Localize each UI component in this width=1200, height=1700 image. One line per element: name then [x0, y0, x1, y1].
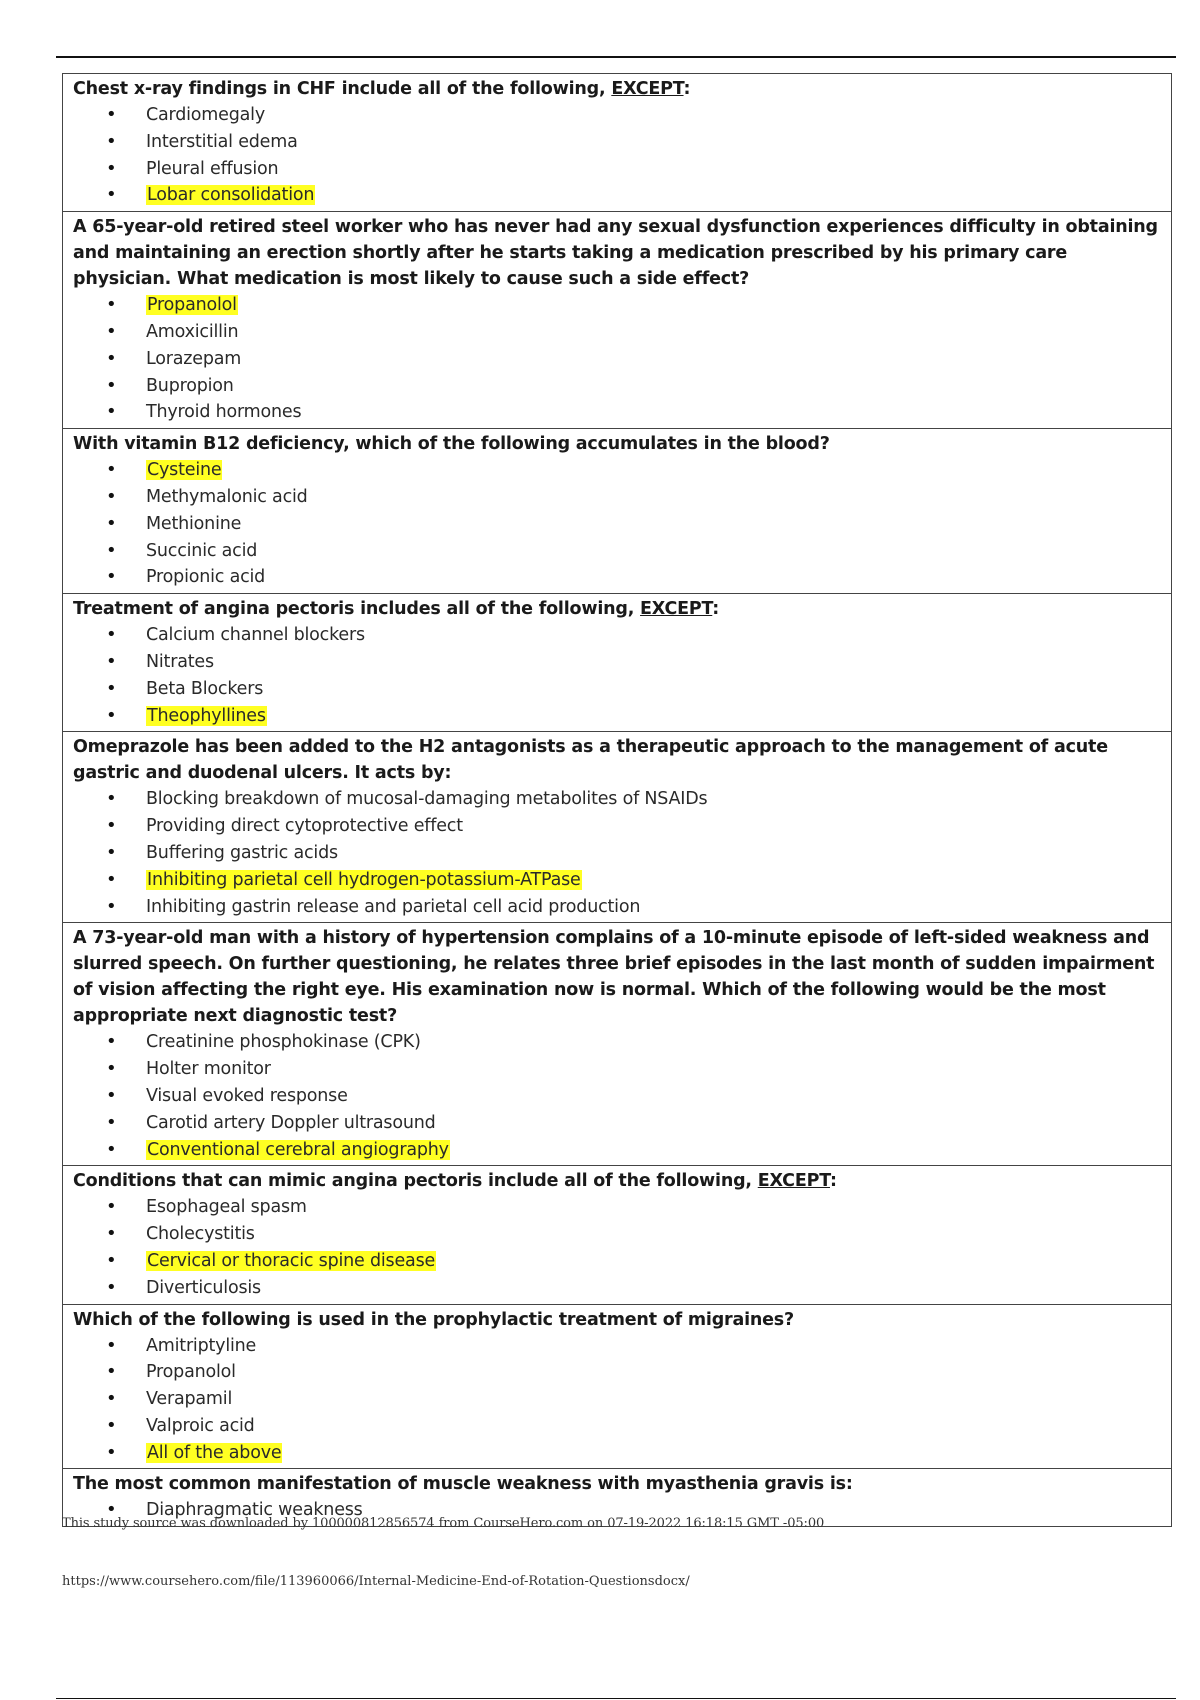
option-item: [73, 484, 1163, 511]
option-item: [73, 622, 1163, 649]
option-text: Cholecystitis: [146, 1224, 255, 1245]
option-text: Inhibiting gastrin release and parietal cell acid production: [146, 896, 641, 917]
option-text: Providing direct cytoprotective effect: [146, 816, 463, 837]
question-text: The most common manifestation of muscle weakness with myasthenia gravis is:: [73, 1474, 853, 1495]
option-text: Beta Blockers: [146, 678, 264, 699]
option-text: Nitrates: [146, 651, 214, 672]
question-stem: [73, 596, 1163, 622]
question-stem: [73, 1307, 1163, 1333]
question-text: Conditions that can mimic angina pectoris include all of the following,: [73, 1171, 758, 1192]
option-text: Succinic acid: [146, 540, 258, 561]
option-item: [73, 1083, 1163, 1110]
option-item: [73, 1333, 1163, 1360]
option-text: Creatinine phosphokinase (CPK): [146, 1032, 421, 1053]
answer-highlight: Theophyllines: [147, 705, 266, 726]
option-item: [73, 373, 1163, 400]
option-item: [73, 649, 1163, 676]
answer-highlight: Lobar consolidation: [147, 185, 315, 206]
option-list: [73, 1333, 1163, 1467]
option-item: [73, 457, 1163, 484]
option-list: [73, 457, 1163, 591]
option-text: Bupropion: [146, 375, 234, 396]
answer-highlight: Cervical or thoracic spine disease: [147, 1250, 436, 1271]
option-text: Diverticulosis: [146, 1277, 261, 1298]
question-stem: [73, 1471, 1163, 1497]
option-text: Propionic acid: [146, 567, 266, 588]
question-text: Treatment of angina pectoris includes all of the following,: [73, 599, 641, 620]
option-text: Visual evoked response: [146, 1085, 348, 1106]
answer-highlight: All of the above: [147, 1442, 282, 1463]
question-cell: [63, 74, 1171, 211]
question-text: With vitamin B12 deficiency, which of the following accumulates in the blood?: [73, 434, 830, 455]
option-item: [73, 129, 1163, 156]
question-colon: :: [712, 599, 720, 620]
except-keyword: EXCEPT: [611, 79, 684, 99]
option-text: Esophageal spasm: [146, 1197, 307, 1218]
option-item: [73, 1413, 1163, 1440]
question-colon: :: [683, 79, 691, 99]
option-text: Verapamil: [146, 1389, 233, 1410]
download-note: This study source was downloaded by 100000812856574 from CourseHero.com on 07-19-2022 16:18:15 GMT -05:00: [62, 1516, 825, 1531]
except-keyword: EXCEPT: [757, 1171, 830, 1192]
option-item: [73, 1221, 1163, 1248]
option-text: Lorazepam: [146, 348, 242, 369]
option-item: [73, 1386, 1163, 1413]
question-stem: [73, 925, 1163, 1029]
option-text: Amitriptyline: [146, 1335, 257, 1356]
question-text: Chest x-ray findings in CHF include all of the following,: [73, 79, 612, 99]
option-text: Pleural effusion: [146, 158, 279, 179]
option-item: [73, 1194, 1163, 1221]
option-item: [73, 1248, 1163, 1275]
question-colon: :: [829, 1171, 837, 1192]
question-stem: [73, 214, 1163, 292]
option-item: [73, 703, 1163, 730]
question-text: A 65-year-old retired steel worker who has never had any sexual dysfunction experiences difficulty in obtaining and maintaining an erection shortly after he starts taking a medication prescribed by his primary care physician. What medication is most likely to cause such a side effect?: [73, 217, 1158, 290]
option-list: [73, 786, 1163, 920]
option-list: [73, 622, 1163, 729]
option-text: Diaphragmatic weakness: [146, 1500, 363, 1521]
option-item: [73, 399, 1163, 426]
question-stem: [73, 76, 1163, 102]
answer-highlight: Cysteine: [147, 460, 222, 481]
option-item: [73, 102, 1163, 129]
option-item: [73, 1440, 1163, 1467]
question-cell: [63, 731, 1171, 922]
question-text: Omeprazole has been added to the H2 antagonists as a therapeutic approach to the management of acute gastric and duodenal ulcers. It acts by:: [73, 737, 1108, 784]
option-list: [73, 1194, 1163, 1301]
option-item: [73, 564, 1163, 591]
option-text: Calcium channel blockers: [146, 625, 365, 646]
option-item: [73, 319, 1163, 346]
option-item: [73, 676, 1163, 703]
question-text: A 73-year-old man with a history of hypertension complains of a 10-minute episode of left-sided weakness and slurred speech. On further questioning, he relates three brief episodes in the last month of sudden impairment of vision affecting the right eye. His examination now is normal. Which of the following would be the most appropriate next diagnostic test?: [73, 928, 1155, 1027]
option-list: [73, 292, 1163, 426]
option-item: [73, 1029, 1163, 1056]
option-item: [73, 840, 1163, 867]
option-item: [73, 538, 1163, 565]
question-table: [62, 73, 1172, 1527]
question-stem: [73, 734, 1163, 786]
question-cell: [63, 1304, 1171, 1469]
option-list: [73, 102, 1163, 209]
option-item: [73, 292, 1163, 319]
option-item: [73, 346, 1163, 373]
option-text: Cardiomegaly: [146, 105, 265, 125]
question-text: Which of the following is used in the prophylactic treatment of migraines?: [73, 1309, 794, 1330]
question-stem: [73, 1168, 1163, 1194]
option-item: [73, 813, 1163, 840]
answer-highlight: Inhibiting parietal cell hydrogen-potassium-ATPase: [147, 869, 581, 890]
source-url[interactable]: https://www.coursehero.com/file/113960066/Internal-Medicine-End-of-Rotation-Questionsdocx/: [62, 1574, 690, 1589]
answer-highlight: Propanolol: [147, 295, 237, 316]
option-text: Propanolol: [146, 1362, 236, 1383]
question-cell: [63, 1165, 1171, 1303]
option-item: [73, 1275, 1163, 1302]
option-text: Holter monitor: [146, 1059, 271, 1080]
option-text: Amoxicillin: [146, 321, 239, 342]
option-item: [73, 1110, 1163, 1137]
option-item: [73, 894, 1163, 921]
option-text: Interstitial edema: [146, 131, 298, 152]
option-list: [73, 1029, 1163, 1163]
except-keyword: EXCEPT: [640, 599, 713, 620]
question-cell: [63, 593, 1171, 731]
option-text: Methymalonic acid: [146, 486, 308, 507]
question-stem: [73, 431, 1163, 457]
question-cell: [63, 428, 1171, 593]
question-cell: [63, 211, 1171, 428]
option-text: Methionine: [146, 513, 242, 534]
option-item: [73, 511, 1163, 538]
option-item: [73, 182, 1163, 209]
top-rule: [56, 56, 1176, 58]
bottom-rule: [56, 1698, 1176, 1699]
option-text: Carotid artery Doppler ultrasound: [146, 1112, 436, 1133]
option-item: [73, 867, 1163, 894]
option-text: Blocking breakdown of mucosal-damaging metabolites of NSAIDs: [146, 789, 708, 810]
option-item: [73, 1056, 1163, 1083]
option-item: [73, 1359, 1163, 1386]
option-text: Buffering gastric acids: [146, 842, 338, 863]
option-item: [73, 156, 1163, 183]
option-item: [73, 1137, 1163, 1164]
option-text: Valproic acid: [146, 1415, 255, 1436]
answer-highlight: Conventional cerebral angiography: [147, 1139, 449, 1160]
question-cell: [63, 922, 1171, 1165]
option-text: Thyroid hormones: [146, 402, 302, 423]
option-item: [73, 786, 1163, 813]
